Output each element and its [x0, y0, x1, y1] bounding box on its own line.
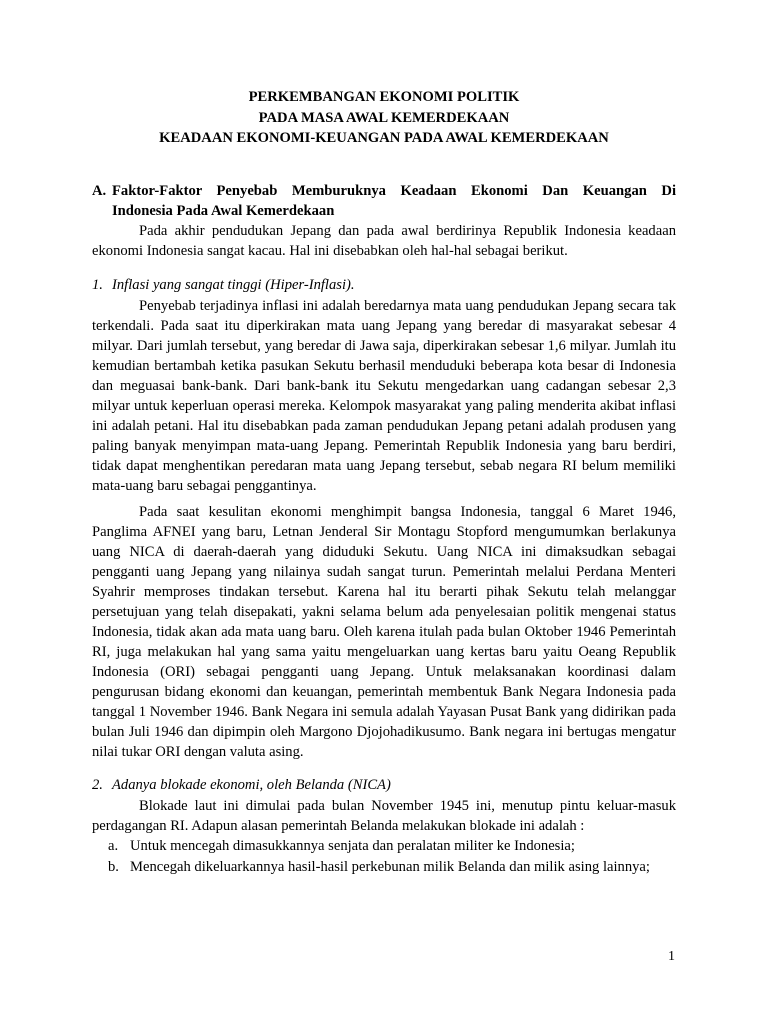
list-item: [92, 836, 676, 857]
list-item-label: b.: [108, 859, 119, 875]
item-2-paragraph-1: Blokade laut ini dimulai pada bulan November 1945 ini, menutup pintu keluar-masuk perdagangan RI. Adapun alasan pemerintah Belanda melakukan blokade ini adalah :: [92, 798, 676, 834]
page-number: 1: [668, 949, 675, 964]
section-a-heading-part2: Indonesia Pada Awal Kemerdekaan: [112, 203, 335, 219]
list-item-text: Mencegah dikeluarkannya hasil-hasil perkebunan milik Belanda dan milik asing lainnya;: [130, 859, 650, 875]
item-1-paragraph-1: Penyebab terjadinya inflasi ini adalah beredarnya mata uang pendudukan Jepang secara tak terkendali. Pada saat itu diperkirakan mata uang Jepang yang beredar di masyarakat sebesar 4 milyar. Dari jumlah tersebut, yang beredar di Jawa saja, diperkirakan sebesar 1,6 milyar. Jumlah itu kemudian bertambah ketika pasukan Sekutu berhasil menduduki beberapa kota besar di Indonesia dan meguasai bank-bank. Dari bank-bank itu Sekutu mengedarkan uang cadangan sebesar 2,3 milyar untuk keperluan operasi mereka. Kelompok masyarakat yang paling menderita akibat inflasi ini adalah petani. Hal itu disebabkan pada zaman pendudukan Jepang petani adalah produsen yang paling banyak menyimpan mata-uang Jepang. Pemerintah Republik Indonesia yang baru berdiri, tidak dapat menghentikan peredaran mata uang Jepang tersebut, sebab negara RI belum memiliki mata-uang baru sebagai penggantinya.: [92, 298, 676, 494]
item-2-title: Adanya blokade ekonomi, oleh Belanda (NICA): [112, 777, 391, 793]
list-item-label: a.: [108, 838, 119, 854]
item-1-title: Inflasi yang sangat tinggi (Hiper-Inflasi).: [112, 277, 355, 293]
item-1-label: 1.: [92, 277, 103, 293]
title-line-1: PERKEMBANGAN EKONOMI POLITIK: [248, 89, 520, 105]
section-a-heading: [92, 178, 676, 221]
item-1-heading: [92, 275, 676, 295]
document-body: [92, 178, 676, 878]
document-title: [0, 88, 768, 148]
section-a-heading-part1: Faktor-Faktor Penyebab Memburuknya Keadaan Ekonomi Dan Keuangan Di: [112, 183, 676, 199]
list-item: [92, 857, 676, 878]
item-2-label: 2.: [92, 777, 103, 793]
title-line-2: PADA MASA AWAL KEMERDEKAAN: [258, 110, 510, 126]
item-1-paragraph-2: Pada saat kesulitan ekonomi menghimpit bangsa Indonesia, tanggal 6 Maret 1946, Panglima AFNEI yang baru, Letnan Jenderal Sir Montagu Stopford mengumumkan berlakunya uang NICA di daerah-daerah yang diduduki Sekutu. Uang NICA ini dimaksudkan sebagai pengganti uang Jepang yang nilainya sudah sangat turun. Pemerintah melalui Perdana Menteri Syahrir memproses tindakan tersebut. Karena hal itu berarti pihak Sekutu telah melanggar persetujuan yang telah disepakati, yakni selama belum ada penyelesaian politik mengenai status Indonesia, tidak akan ada mata uang baru. Oleh karena itulah pada bulan Oktober 1946 Pemerintah RI, juga melakukan hal yang sama yaitu mengeluarkan uang kertas baru yaitu Oeang Republik Indonesia (ORI) sebagai pengganti uang Jepang. Untuk melaksanakan koordinasi dalam pengurusan bidang ekonomi dan keuangan, pemerintah membentuk Bank Negara Indonesia pada tanggal 1 November 1946. Bank Negara ini semula adalah Yayasan Pusat Bank yang didirikan pada bulan Juli 1946 dan dipimpin oleh Margono Djojohadikusumo. Bank negara ini bertugas mengatur nilai tukar ORI dengan valuta asing.: [92, 504, 676, 760]
section-a-label: A.: [92, 183, 107, 199]
item-2-list: [92, 836, 676, 878]
section-a-intro: Pada akhir pendudukan Jepang dan pada awal berdirinya Republik Indonesia keadaan ekonomi Indonesia sangat kacau. Hal ini disebabkan oleh hal-hal sebagai berikut.: [92, 223, 676, 259]
item-2-heading: [92, 775, 676, 795]
title-line-3: KEADAAN EKONOMI-KEUANGAN PADA AWAL KEMERDEKAAN: [159, 130, 609, 146]
list-item-text: Untuk mencegah dimasukkannya senjata dan peralatan militer ke Indonesia;: [130, 838, 575, 854]
